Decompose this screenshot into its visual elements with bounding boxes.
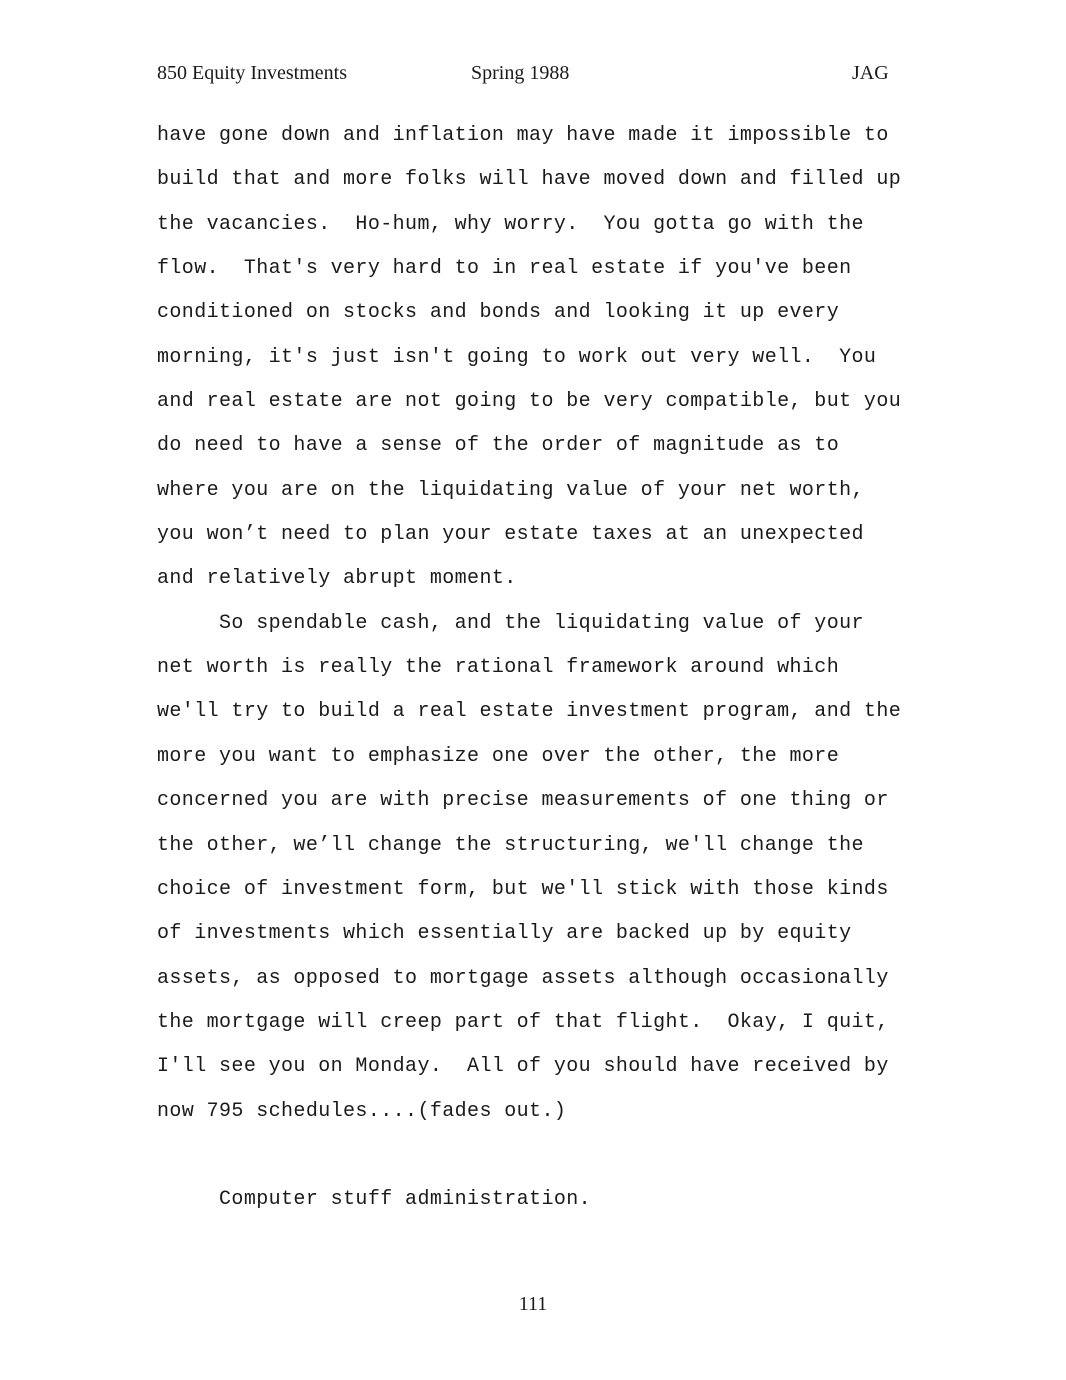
text-line: assets, as opposed to mortgage assets although occasionally bbox=[157, 966, 889, 990]
text-line: net worth is really the rational framework around which bbox=[157, 656, 840, 680]
text-line: of investments which essentially are backed up by equity bbox=[157, 922, 852, 946]
header-term: Spring 1988 bbox=[471, 62, 570, 84]
text-line: and relatively abrupt moment. bbox=[157, 567, 517, 591]
text-line: where you are on the liquidating value of your net worth, bbox=[157, 478, 864, 502]
text-line: we'll try to build a real estate investment program, and the bbox=[157, 700, 902, 724]
text-line: So spendable cash, and the liquidating value of your bbox=[157, 611, 864, 635]
text-line: build that and more folks will have moved down and filled up bbox=[157, 168, 902, 192]
text-line: I'll see you on Monday. All of you should have received by bbox=[157, 1055, 889, 1079]
text-line: choice of investment form, but we'll stick with those kinds bbox=[157, 877, 889, 901]
text-line: and real estate are not going to be very compatible, but you bbox=[157, 390, 902, 414]
text-line: flow. That's very hard to in real estate if you've been bbox=[157, 257, 852, 281]
page-number: 111 bbox=[518, 1293, 548, 1315]
text-line: the other, we’ll change the structuring, we'll change the bbox=[157, 833, 864, 857]
header-initials: JAG bbox=[852, 62, 889, 84]
text-line: conditioned on stocks and bonds and looking it up every bbox=[157, 301, 840, 325]
header-course-title: 850 Equity Investments bbox=[157, 62, 347, 84]
text-line: do need to have a sense of the order of magnitude as to bbox=[157, 434, 840, 458]
text-line: the vacancies. Ho-hum, why worry. You gotta go with the bbox=[157, 212, 864, 236]
page-header bbox=[0, 62, 1066, 90]
text-line: have gone down and inflation may have made it impossible to bbox=[157, 124, 889, 147]
text-line: now 795 schedules....(fades out.) bbox=[157, 1099, 567, 1123]
text-line: the mortgage will creep part of that flight. Okay, I quit, bbox=[157, 1010, 889, 1034]
text-line: morning, it's just isn't going to work out very well. You bbox=[157, 345, 877, 369]
transcript-body bbox=[157, 122, 937, 1231]
text-line bbox=[157, 1142, 937, 1186]
text-line: Computer stuff administration. bbox=[157, 1188, 592, 1212]
text-line: more you want to emphasize one over the other, the more bbox=[157, 744, 840, 768]
text-line: concerned you are with precise measurements of one thing or bbox=[157, 789, 889, 813]
text-line: you won’t need to plan your estate taxes at an unexpected bbox=[157, 523, 864, 547]
